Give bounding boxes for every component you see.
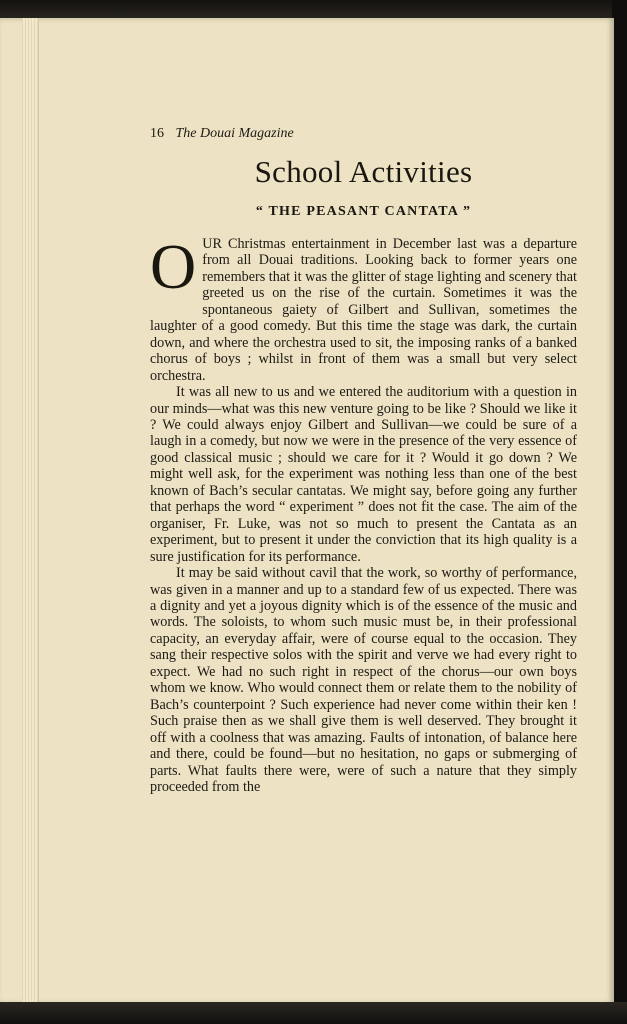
book-top-edge bbox=[0, 0, 627, 20]
magazine-name: The Douai Magazine bbox=[175, 126, 294, 141]
article-subtitle: “ THE PEASANT CANTATA ” bbox=[255, 204, 472, 219]
book-bottom-edge bbox=[0, 1002, 627, 1024]
paragraph-1-text: UR Christmas entertainment in December last was a departure from all Douai traditions. Looking back to former years one remembers that it was the glitter of stage lighting and scenery that greeted us on the rise of the curtain. Sometimes it was the spontaneous gaiety of Gilbert and Sullivan, sometimes the laughter of a good comedy. But this time the stage was dark, the curtain down, and where the orchestra used to sit, the imposing ranks of a banked chorus of boys ; whilst in front of them was a small but very select orchestra. bbox=[150, 236, 577, 384]
running-head bbox=[150, 126, 294, 142]
page-number: 16 bbox=[150, 126, 164, 141]
drop-cap: O bbox=[150, 231, 197, 302]
book-right-edge bbox=[612, 0, 627, 1024]
paragraph-2: It was all new to us and we entered the auditorium with a question in our minds—what was this new venture going to be like ? Should we like it ? We could always enjoy Gilbert and Sullivan—we could be sure of a laugh in a comedy, but now we were in the presence of the very essence of good classical music ; should we care for it ? Would it go down ? We might well ask, for the experiment was nothing less than one of the best known of Bach’s secular cantatas. We might say, before going any further that perhaps the word “ experiment ” does not fit the case. The aim of the organiser, Fr. Luke, was not so much to present the Cantata as an experiment, but to present it under the conviction that its high quality is a sure justification for its performance. bbox=[150, 384, 577, 565]
article-body bbox=[150, 231, 577, 795]
paragraph-1 bbox=[150, 231, 577, 384]
article-title: School Activities bbox=[254, 154, 473, 189]
page-stack-edges bbox=[22, 18, 39, 1004]
paragraph-3: It may be said without cavil that the work, so worthy of performance, was given in a manner and up to a standard few of us expected. There was a dignity and yet a joyous dignity which is of the essence of the music and words. The soloists, to whom such music must be, in their professional capacity, an everyday affair, were of course equal to the occasion. They sang their respective solos with the spirit and verve we had every right to expect. We had no such right in respect of the chorus—our own boys whom we know. Who would connect them or relate them to the nobility of Bach’s counterpoint ? Such experience had never come within their ken ! Such praise then as we shall give them is well deserved. They brought it off with a coolness that was amazing. Faults of intonation, of balance here and there, could be found—but no hesitation, no gaps or submerging of parts. What faults there were, were of such a nature that they simply proceeded from the bbox=[150, 565, 577, 795]
